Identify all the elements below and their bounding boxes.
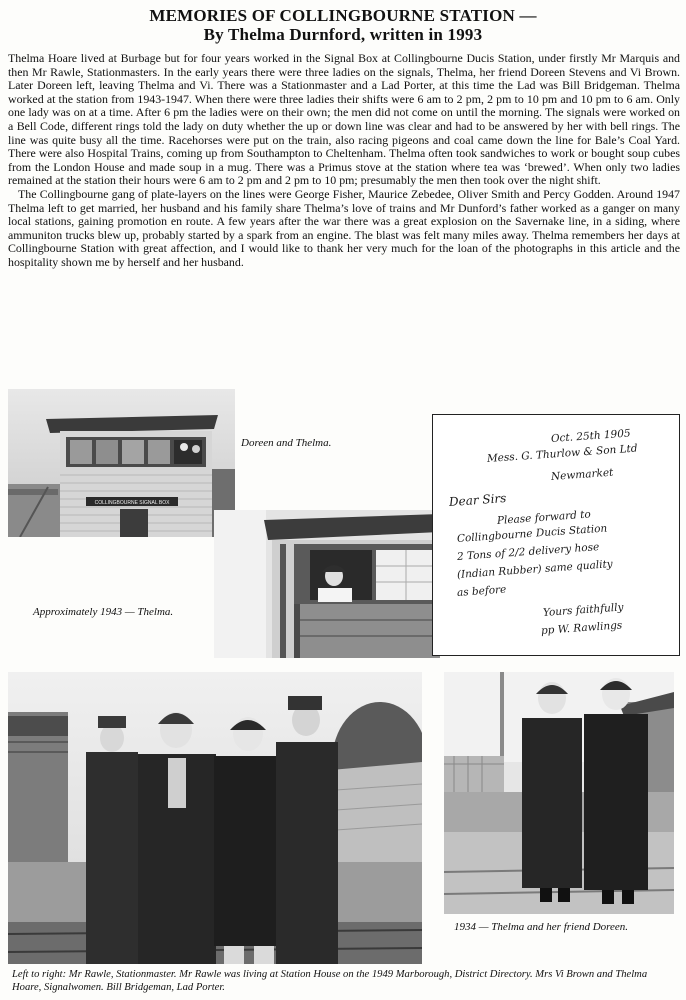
photo-group-platform xyxy=(8,672,422,964)
letter-closing: Yours faithfully xyxy=(542,601,624,619)
paragraph-1: Thelma Hoare lived at Burbage but for four years worked in the Signal Box at Collingbourne Ducis Station, under firstly Mr Marquis and then Mr Rawle, Stationmasters. In the early years there were three ladies on the signals, Thelma, her friend Doreen Stevens and Vi Brown. Later Doreen left, leaving Thelma and Vi. There was a Stationmaster and a Lad Porter, at this time the Lad was Bill Bridgeman. Thelma worked at the station from 1943-1947. When there were three ladies their shifts were 6 am to 2 pm, 2 pm to 10 pm and 10 pm to 6 am. Only one lady was on at a time. After 6 pm the ladies were on their own; the men did not come on until the morning. The signals were worked on a Bell Code, different rings told the lady on duty whether the up or down line was clear and had to be answered by her with bell rings. The line was quite busy all the time. Racehorses were put on the train, also racing pigeons and coal came down the line for Bale’s Coal Yard. There were also Hospital Trains, coming up from Southampton to Cheltenham. Thelma often took sandwiches to work or bought soup cubes from the London House and made soup in a mug. There was a Primus stove at the station where tea was ‘brewed’. When only two ladies remained at the station their hours were 6 am to 2 pm and 2 pm to 10 pm; presumably the men then took over the night shift. xyxy=(8,51,680,188)
title-line-1: MEMORIES OF COLLINGBOURNE STATION — xyxy=(149,6,537,25)
letter-signature: pp W. Rawlings xyxy=(540,619,623,637)
caption-approx-1943: Approximately 1943 — Thelma. xyxy=(33,606,174,618)
letter-salutation: Dear Sirs xyxy=(448,491,507,509)
photo-signal-box xyxy=(8,389,235,537)
letter-line-5: as before xyxy=(456,583,507,599)
title-line-2: By Thelma Durnford, written in 1993 xyxy=(203,25,483,44)
handwritten-letter xyxy=(432,414,680,656)
paragraph-2: The Collingbourne gang of plate-layers on the lines were George Fisher, Maurice Zebedee, Oliver Smith and Percy Godden. Around 1947 Thelma left to get married, her husband and his family share Thelma’s love of trains and Mr Dunford’s father worked as a ganger on many local stations, gaining promotion en route. A few years after the war there was a great explosion on the Savernake line, in a siding, where ammuniton trucks blew up, probably started by a spark from an engine. The blast was felt many miles away. Thelma remembers her days at Collingbourne Station with great affection, and I would like to thank her very much for the loan of the photographs in this article and the hospitality shown me by herself and her husband. xyxy=(8,186,680,269)
article-body xyxy=(8,52,680,270)
signal-box-sign: COLLINGBOURNE SIGNAL BOX xyxy=(94,500,170,506)
caption-group: Left to right: Mr Rawle, Stationmaster. Mr Rawle was living at Station House on the 1949 Marborough, District Directory. Mrs Vi Brown and Thelma Hoare, Signalwomen. Bill Bridgeman, Lad Porter. xyxy=(12,969,648,993)
photo-thelma-doreen-1934 xyxy=(444,672,674,914)
letter-line-3: 2 Tons of 2/2 delivery hose xyxy=(456,541,600,563)
letter-addressee: Mess. G. Thurlow & Son Ltd xyxy=(486,442,638,465)
caption-doreen-thelma: Doreen and Thelma. xyxy=(241,437,332,449)
letter-line-1: Please forward to xyxy=(496,508,592,527)
article-title xyxy=(0,6,686,44)
letter-line-2: Collingbourne Ducis Station xyxy=(456,522,608,545)
caption-1934: 1934 — Thelma and her friend Doreen. xyxy=(454,921,629,933)
letter-place: Newmarket xyxy=(550,466,614,483)
letter-date: Oct. 25th 1905 xyxy=(550,427,632,445)
photo-thelma-window xyxy=(214,510,440,658)
letter-line-4: (Indian Rubber) same quality xyxy=(456,558,614,581)
